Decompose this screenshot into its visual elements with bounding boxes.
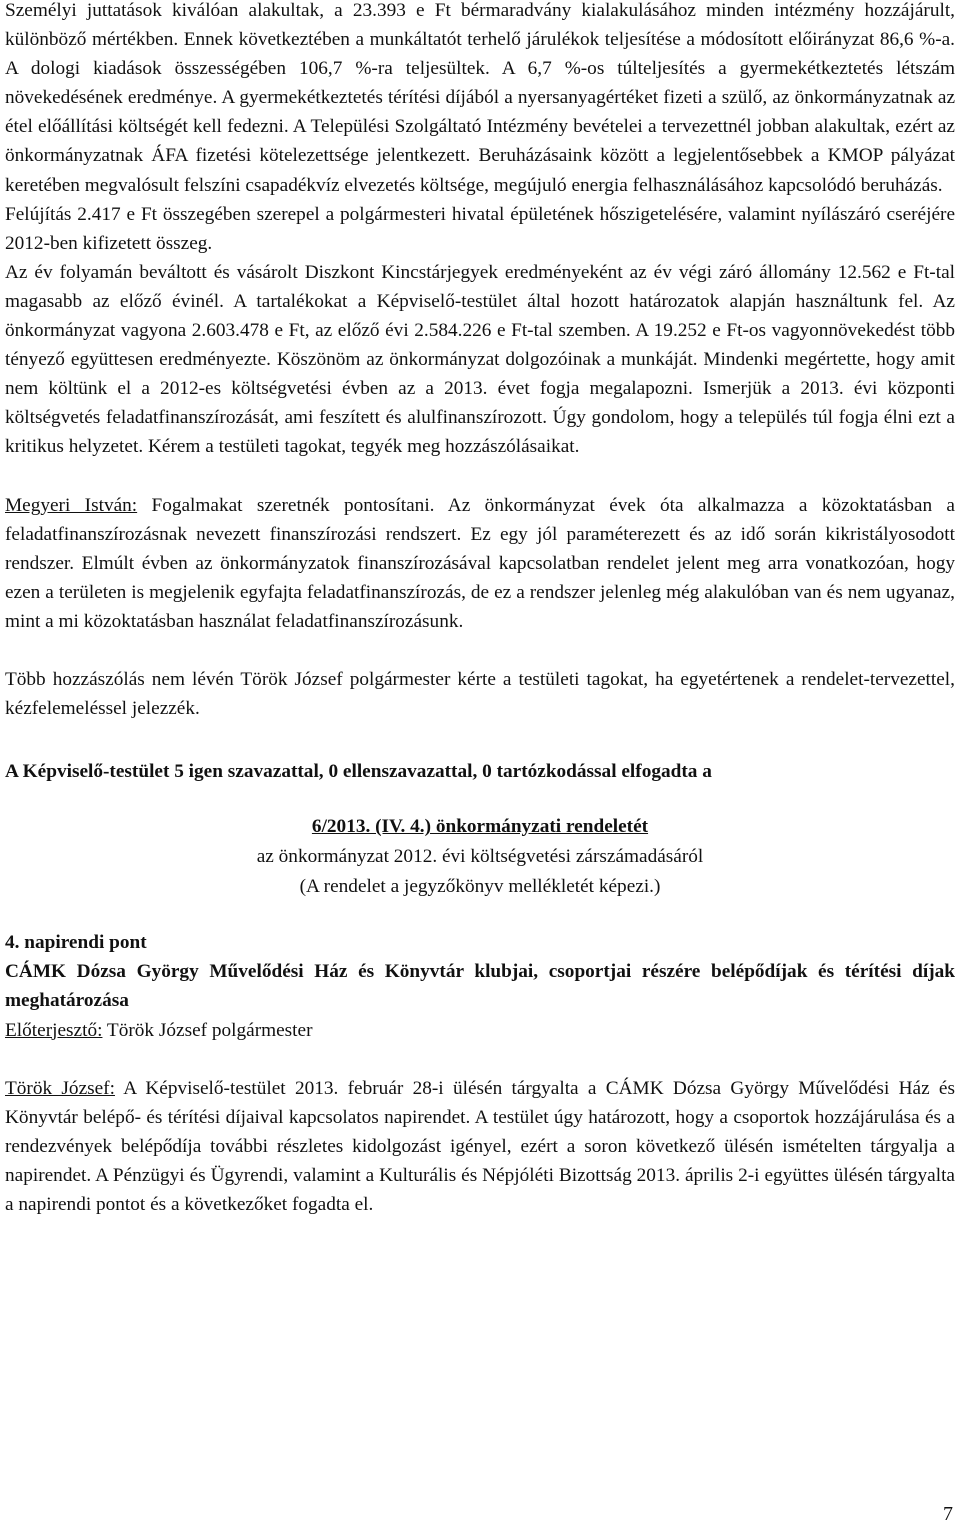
decree-note: (A rendelet a jegyzőkönyv mellékletét képezi.) xyxy=(299,876,661,898)
decree-block xyxy=(5,812,955,902)
paragraph-torok-intro xyxy=(5,1074,955,1219)
paragraph-megyeri-comment xyxy=(5,491,955,636)
speaker-text: A Képviselő-testület 2013. február 28-i ülésén tárgyalta a CÁMK Dózsa György Művelődési Ház és Könyvtár belépő- és térítési díjaival kapcsolatos napirendet. A testület úgy határozott, hogy a csoportok hozzájárulása és a rendezvények belépődíja további részletes kidolgozást igényel, ezért a soron következő ülésén ismételten tárgyalja a napirendet. A Pénzügyi és Ügyrendi, valamint a Kulturális és Népjóléti Bizottság 2013. április 2-i együttes ülésén tárgyalta a napirendi pontot és a következőket fogadta el. xyxy=(5,1077,955,1215)
agenda-number: 4. napirendi pont xyxy=(5,932,147,954)
paragraph-assets: Az év folyamán beváltott és vásárolt Diszkont Kincstárjegyek eredményeként az év végi záró állomány 12.562 e Ft-tal magasabb az előző évinél. A tartalékokat a Képviselő-testület által hozott határozatok alapján használtunk fel. Az önkormányzat vagyona 2.603.478 e Ft, az előző évi 2.584.226 e Ft-tal szemben. A 19.252 e Ft-os vagyonnövekedést több tényező együttesen eredményezte. Köszönöm az önkormányzat dolgozóinak a munkáját. Mindenki megértette, hogy amit nem költünk el a 2012-es költségvetési évben az a 2013. évet fogja megalapozni. Ismerjük a 2013. évi központi költségvetés feladatfinanszírozását, ami feszített és alulfinanszírozott. Úgy gondolom, hogy a település túl fogja élni ezt a kritikus helyzetet. Kérem a testületi tagokat, tegyék meg hozzászólásaikat. xyxy=(5,261,955,458)
paragraph-vote-call: Több hozzászólás nem lévén Török József polgármester kérte a testületi tagokat, ha egyetértenek a rendelet-tervezettel, kézfelemeléssel jelezzék. xyxy=(5,668,955,720)
paragraph-renovation: Felújítás 2.417 e Ft összegében szerepel a polgármesteri hivatal épületének hőszigetelésére, valamint nyílászáró cseréjére 2012-ben kifizetett összeg. xyxy=(5,203,955,254)
document-page xyxy=(5,0,955,1219)
vote-result: A Képviselő-testület 5 igen szavazattal, 0 ellenszavazattal, 0 tartózkodással elfogadta a xyxy=(5,761,712,783)
agenda-block xyxy=(5,928,955,1044)
decree-subject: az önkormányzat 2012. évi költségvetési zárszámadásáról xyxy=(256,846,704,868)
presenter-name: Török József polgármester xyxy=(102,1019,313,1041)
paragraph-budget-summary: Személyi juttatások kiválóan alakultak, a 23.393 e Ft bérmaradvány kialakulásához minden intézmény hozzájárult, különböző mértékben. Ennek következtében a munkáltatót terhelő járulékok teljesítése a módosított előirányzat 86,6 %-a. A dologi kiadások összességében 106,7 %-ra teljesültek. A 6,7 %-os túlteljesítés a gyermekétkeztetés létszám növekedésének eredménye. A gyermekétkeztetés térítési díjából a nyersanyagértéket fizeti a szülő, az önkormányzatnak az étel előállítási költségét kell fedezni. A Települési Szolgáltató Intézmény bevételei a tervezettnél jobban alakultak, ezért az önkormányzatnak ÁFA fizetési kötelezettsége jelentkezett. Beruházásaink között a legjelentősebbek a KMOP pályázat keretében megvalósult felszíni csapadékvíz elvezetés költsége, megújuló energia felhasználásához kapcsolódó beruházás. xyxy=(5,0,955,196)
speaker-name: Megyeri István: xyxy=(5,494,138,516)
agenda-title: CÁMK Dózsa György Művelődési Ház és Könyvtár klubjai, csoportjai részére belépődíjak és térítési díjak meghatározása xyxy=(5,961,955,1012)
decree-title: 6/2013. (IV. 4.) önkormányzati rendeletét xyxy=(311,816,649,838)
presenter-line xyxy=(5,1016,955,1045)
presenter-label: Előterjesztő: xyxy=(5,1019,103,1041)
speaker-name: Török József: xyxy=(5,1077,115,1099)
speaker-text: Fogalmakat szeretnék pontosítani. Az önkormányzat évek óta alkalmazza a közoktatásban a feladatfinanszírozásnak nevezett finanszírozási rendszert. Ez egy jól paraméterezett és az idő során kikristályosodott rendszer. Elmúlt évben az önkormányzatok finanszírozásával kapcsolatban rendelet jelent meg arra vonatkozóan, hogy ezen a területen is megjelenik egyfajta feladatfinanszírozás, de ez a rendszer jelenleg még alakulóban van és nem ugyanaz, mint a mi közoktatásban használat feladatfinanszírozásunk. xyxy=(5,494,955,632)
page-number: 7 xyxy=(943,1503,953,1525)
